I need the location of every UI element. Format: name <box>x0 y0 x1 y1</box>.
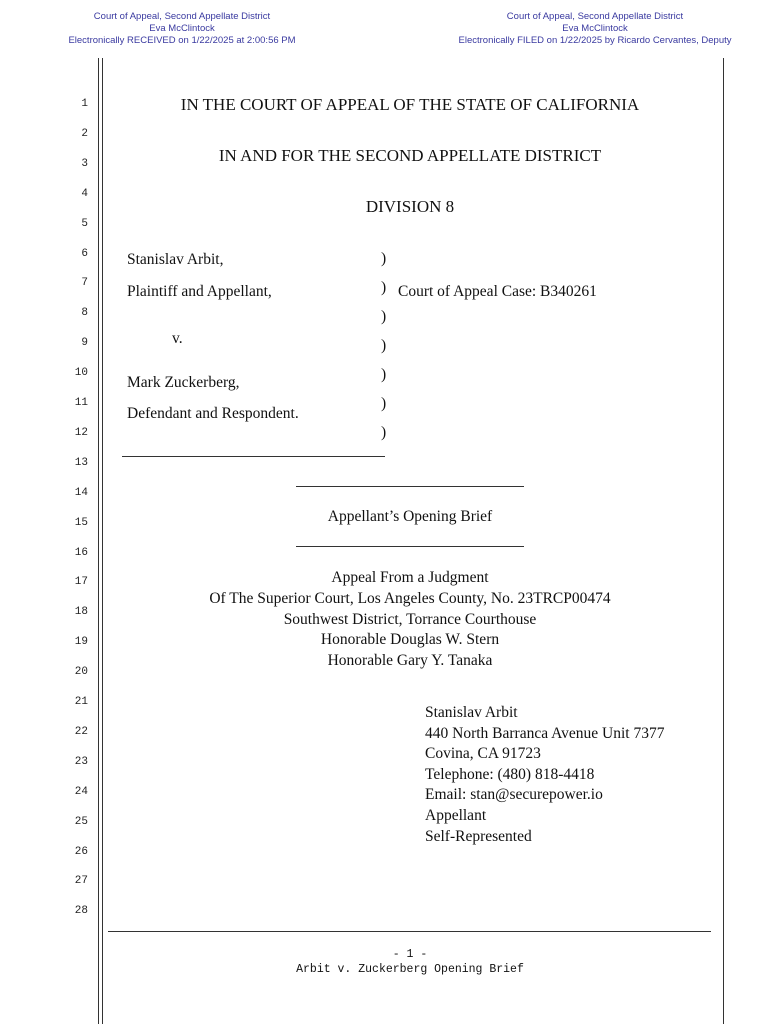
caption-paren: ) <box>381 308 387 325</box>
title-rule-top <box>296 486 524 487</box>
stamp-court: Court of Appeal, Second Appellate District <box>506 11 684 22</box>
stamp-received-text: Electronically RECEIVED on 1/22/2025 at 2:00:56 PM <box>68 35 296 46</box>
margin-rule-right <box>723 58 724 1024</box>
stamp-clerk: Eva McClintock <box>562 23 628 34</box>
appeal-from-line: Appeal From a Judgment <box>331 569 489 586</box>
line-number: 3 <box>81 157 88 170</box>
counsel-phone: Telephone: (480) 818-4418 <box>425 765 595 783</box>
margin-rule-left-outer <box>98 58 99 1024</box>
respondent-role: Defendant and Respondent. <box>127 405 299 422</box>
line-number: 6 <box>81 247 88 260</box>
footer-rule <box>108 931 711 932</box>
line-number: 10 <box>74 367 88 380</box>
line-number: 2 <box>81 127 88 140</box>
line-number: 24 <box>74 785 88 798</box>
caption-paren: ) <box>381 279 387 296</box>
case-number: Court of Appeal Case: B340261 <box>398 283 597 300</box>
received-stamp <box>52 11 312 47</box>
court-heading: IN THE COURT OF APPEAL OF THE STATE OF CALIFORNIA <box>180 95 640 114</box>
line-number: 21 <box>74 696 88 708</box>
line-number: 1 <box>81 98 88 110</box>
line-number: 13 <box>74 456 88 469</box>
district-heading: IN AND FOR THE SECOND APPELLATE DISTRICT <box>218 146 602 165</box>
line-number: 14 <box>74 486 88 499</box>
appellant-name: Stanislav Arbit, <box>127 251 224 268</box>
footer-short-title: Arbit v. Zuckerberg Opening Brief <box>296 963 524 976</box>
line-number: 5 <box>81 217 88 230</box>
division-heading: DIVISION 8 <box>365 197 455 216</box>
counsel-status: Self-Represented <box>425 827 532 845</box>
stamp-court: Court of Appeal, Second Appellate District <box>93 11 271 22</box>
line-number: 8 <box>81 307 88 320</box>
line-number: 15 <box>74 516 88 529</box>
versus: v. <box>172 330 183 347</box>
line-number: 28 <box>74 905 88 918</box>
stamp-clerk: Eva McClintock <box>149 23 215 34</box>
counsel-block <box>425 703 664 847</box>
stamp-filed-text: Electronically FILED on 1/22/2025 by Ricardo Cervantes, Deputy <box>458 35 732 46</box>
caption-paren: ) <box>381 337 387 354</box>
line-number: 11 <box>74 397 88 409</box>
counsel-street: 440 North Barranca Avenue Unit 7377 <box>425 724 665 742</box>
counsel-city: Covina, CA 91723 <box>425 745 541 763</box>
respondent-name: Mark Zuckerberg, <box>127 374 240 391</box>
line-number: 23 <box>74 755 88 768</box>
line-number: 17 <box>74 576 88 589</box>
line-number: 16 <box>74 546 88 559</box>
caption-paren: ) <box>381 250 387 267</box>
trial-court-info <box>110 568 710 672</box>
line-number: 4 <box>81 187 88 200</box>
page-number: - 1 - <box>392 948 428 961</box>
counsel-email: Email: stan@securepower.io <box>425 786 603 804</box>
line-number: 19 <box>74 636 88 649</box>
judge-line: Honorable Gary Y. Tanaka <box>327 652 493 670</box>
caption-underline <box>122 456 385 457</box>
line-number: 27 <box>74 875 88 888</box>
line-number: 20 <box>74 666 88 679</box>
superior-court-line: Of The Superior Court, Los Angeles County, No. 23TRCP00474 <box>209 589 611 607</box>
caption-paren: ) <box>381 366 387 383</box>
title-rule-bottom <box>296 546 524 547</box>
courthouse-line: Southwest District, Torrance Courthouse <box>283 610 537 628</box>
line-number: 9 <box>81 337 88 350</box>
counsel-name: Stanislav Arbit <box>425 704 518 721</box>
line-number: 22 <box>74 725 88 738</box>
filed-stamp <box>440 11 750 47</box>
margin-rule-left-inner <box>102 58 103 1024</box>
line-number: 7 <box>81 277 88 290</box>
counsel-party: Appellant <box>425 806 487 824</box>
brief-title: Appellant’s Opening Brief <box>327 508 493 525</box>
caption-paren: ) <box>381 395 387 412</box>
judge-line: Honorable Douglas W. Stern <box>320 631 500 649</box>
line-number: 26 <box>74 845 88 858</box>
caption-paren: ) <box>381 424 387 441</box>
line-number: 18 <box>74 606 88 619</box>
line-number: 25 <box>74 815 88 828</box>
line-number: 12 <box>74 426 88 439</box>
appellant-role: Plaintiff and Appellant, <box>127 283 272 300</box>
